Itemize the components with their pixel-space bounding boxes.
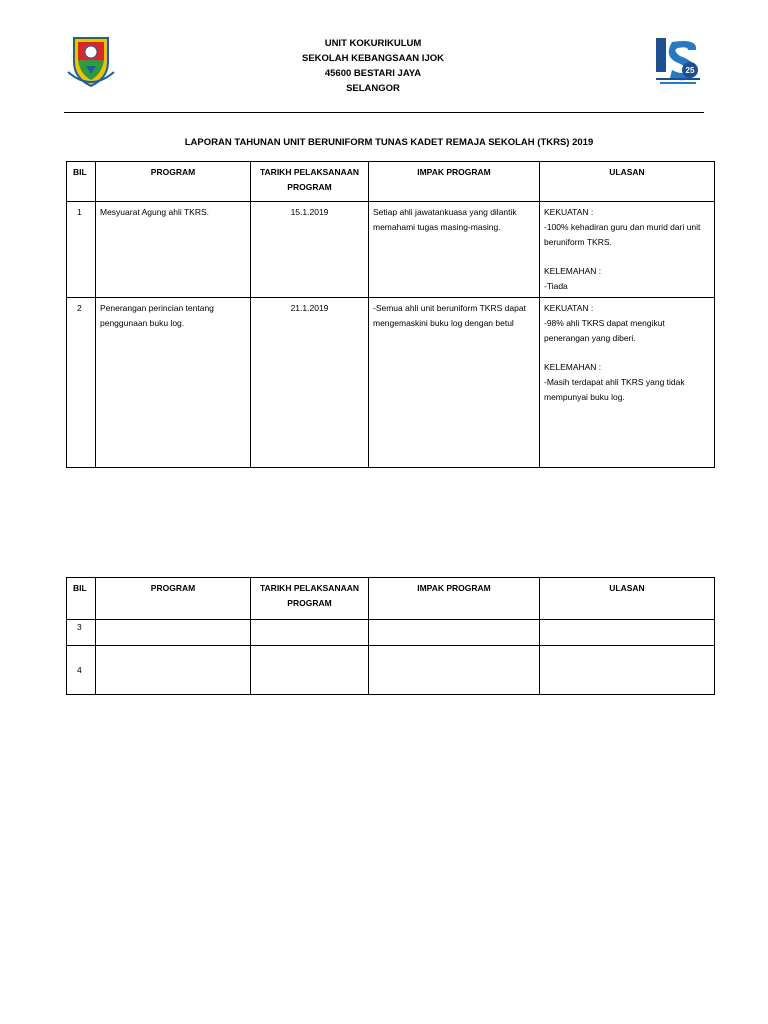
kelemahan-label: KELEMAHAN : — [544, 266, 602, 276]
kekuatan-label: KEKUATAN : — [544, 303, 594, 313]
table-row — [67, 298, 715, 468]
tkrs-badge-text: 25 — [685, 66, 695, 75]
row-program — [96, 620, 251, 646]
tkrs-emblem-icon — [654, 36, 702, 86]
header-line-unit: UNIT KOKURIKULUM — [324, 38, 422, 49]
column-header-impak: IMPAK PROGRAM — [369, 578, 540, 620]
report-table-continued — [66, 577, 715, 695]
table-row — [67, 202, 715, 298]
column-header-tarikh — [251, 578, 369, 620]
row-impak: Setiap ahli jawatankuasa yang dilantik memahami tugas masing-masing. — [369, 202, 540, 298]
kelemahan-text: -Tiada — [544, 281, 568, 291]
row-ulasan — [540, 202, 715, 298]
kelemahan-label: KELEMAHAN : — [544, 362, 602, 372]
report-table — [66, 161, 715, 468]
row-bil: 3 — [67, 620, 96, 646]
column-header-tarikh — [251, 162, 369, 202]
report-title: LAPORAN TAHUNAN UNIT BERUNIFORM TUNAS KADET REMAJA SEKOLAH (TKRS) 2019 — [184, 137, 594, 148]
row-impak: -Semua ahli unit beruniform TKRS dapat mengemaskini buku log dengan betul — [369, 298, 540, 468]
column-header-bil: BIL — [67, 162, 96, 202]
school-header — [0, 36, 746, 96]
row-tarikh — [251, 646, 369, 695]
row-ulasan — [540, 298, 715, 468]
row-tarikh — [251, 620, 369, 646]
column-header-tarikh-line1: TARIKH PELAKSANAAN — [259, 583, 359, 593]
row-impak — [369, 646, 540, 695]
table-row — [67, 646, 715, 695]
row-bil: 4 — [67, 646, 96, 695]
row-program: Mesyuarat Agung ahli TKRS. — [96, 202, 251, 298]
header-divider — [64, 112, 704, 113]
kekuatan-text: -100% kehadiran guru dan murid dari unit beruniform TKRS. — [544, 222, 701, 247]
kelemahan-text: -Masih terdapat ahli TKRS yang tidak mempunyai buku log. — [544, 377, 685, 402]
header-line-state: SELANGOR — [346, 83, 400, 94]
column-header-impak: IMPAK PROGRAM — [369, 162, 540, 202]
row-tarikh: 15.1.2019 — [251, 202, 369, 298]
column-header-tarikh-line2: PROGRAM — [287, 182, 332, 192]
column-header-tarikh-line1: TARIKH PELAKSANAAN — [259, 167, 359, 177]
column-header-ulasan: ULASAN — [540, 578, 715, 620]
row-tarikh: 21.1.2019 — [251, 298, 369, 468]
row-program — [96, 646, 251, 695]
header-line-school: SEKOLAH KEBANGSAAN IJOK — [302, 53, 444, 64]
table-row — [67, 620, 715, 646]
column-header-tarikh-line2: PROGRAM — [287, 598, 332, 608]
column-header-ulasan: ULASAN — [540, 162, 715, 202]
column-header-bil: BIL — [67, 578, 96, 620]
row-program: Penerangan perincian tentang penggunaan buku log. — [96, 298, 251, 468]
row-ulasan — [540, 620, 715, 646]
kekuatan-text: -98% ahli TKRS dapat mengikut penerangan yang diberi. — [544, 318, 665, 343]
header-line-postcode: 45600 BESTARI JAYA — [324, 68, 422, 79]
column-header-program: PROGRAM — [96, 578, 251, 620]
kekuatan-label: KEKUATAN : — [544, 207, 594, 217]
tkrs-logo — [654, 36, 702, 86]
row-impak — [369, 620, 540, 646]
row-ulasan — [540, 646, 715, 695]
row-bil: 2 — [67, 298, 96, 468]
row-bil: 1 — [67, 202, 96, 298]
column-header-program: PROGRAM — [96, 162, 251, 202]
